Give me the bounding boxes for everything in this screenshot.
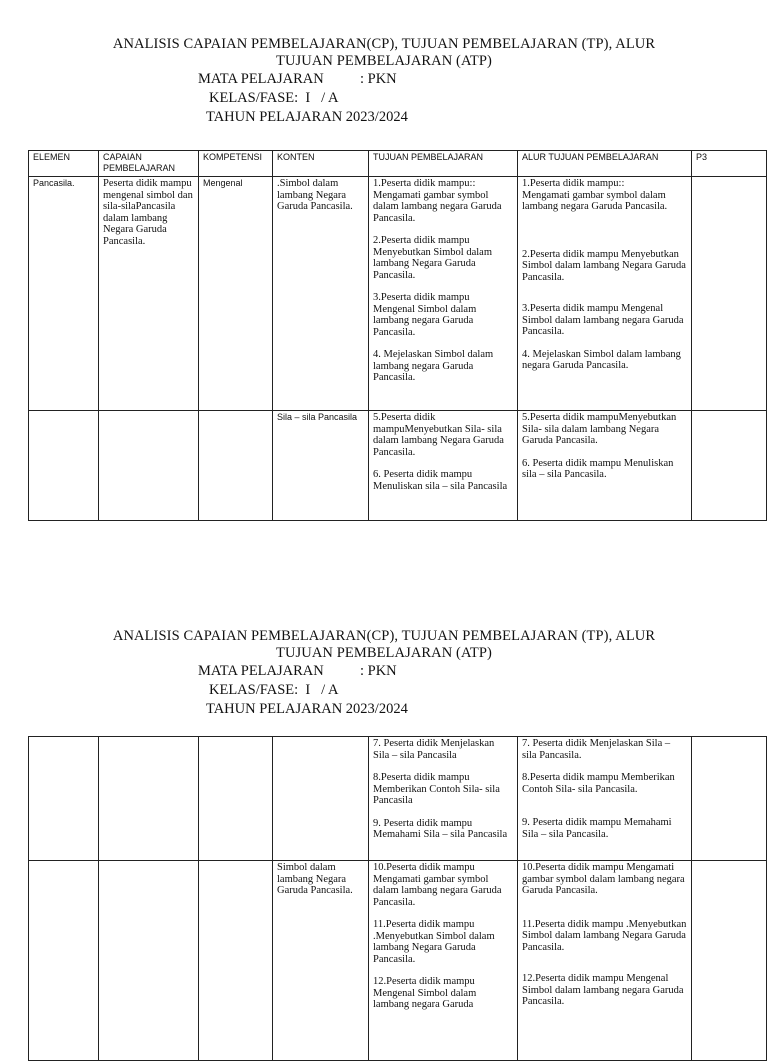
p3-cell	[692, 177, 767, 411]
alur-item: 7. Peserta didik Menjelaskan Sila – sila Pancasila.	[522, 738, 671, 761]
header-cell-tujuan: TUJUAN PEMBELAJARAN	[369, 151, 518, 177]
table-row	[29, 177, 767, 411]
class-phase-line: KELAS/FASE: I / A	[209, 682, 339, 698]
alur-cell	[518, 411, 692, 521]
tujuan-item: 10.Peserta didik mampu Mengamati gambar symbol dalam lambang negara Garuda Pancasila.	[373, 862, 502, 908]
alur-item: 10.Peserta didik mampu Mengamati gambar symbol dalam lambang negara Garuda Pancasila.	[522, 862, 685, 896]
elemen-cell: Pancasila.	[29, 177, 99, 411]
konten-cell: Sila – sila Pancasila	[273, 411, 369, 521]
capaian-cell	[99, 737, 199, 861]
class-phase-line: KELAS/FASE: I / A	[209, 90, 339, 106]
alur-item: 4. Mejelaskan Simbol dalam lambang negara Garuda Pancasila.	[522, 348, 681, 371]
tujuan-item: 1.Peserta didik mampu:: Mengamati gambar symbol dalam lambang negara Garuda Pancasila.	[373, 178, 502, 224]
tujuan-cell	[369, 737, 518, 861]
tujuan-item: 2.Peserta didik mampu Menyebutkan Simbol dalam lambang Negara Garuda Pancasila.	[373, 235, 492, 281]
alur-item: 12.Peserta didik mampu Mengenal Simbol dalam lambang negara Garuda Pancasila.	[522, 973, 684, 1007]
table-row	[29, 861, 767, 1061]
header-cell-p3: P3	[692, 151, 767, 177]
p3-cell	[692, 737, 767, 861]
tujuan-cell	[369, 411, 518, 521]
alur-item: 5.Peserta didik mampuMenyebutkan Sila- sila dalam lambang Negara Garuda Pancasila.	[522, 412, 677, 446]
elemen-cell	[29, 737, 99, 861]
alur-item: 1.Peserta didik mampu:: Mengamati gambar symbol dalam lambang negara Garuda Pancasila.	[522, 178, 668, 212]
capaian-cell	[99, 411, 199, 521]
header-cell-capaian: CAPAIAN PEMBELAJARAN	[99, 151, 199, 177]
document-title-line-2: TUJUAN PEMBELAJARAN (ATP)	[276, 52, 492, 69]
alur-item: 8.Peserta didik mampu Memberikan Contoh Sila- sila Pancasila.	[522, 772, 675, 795]
kompetensi-cell	[199, 861, 273, 1061]
alur-item: 6. Peserta didik mampu Menuliskan sila – sila Pancasila.	[522, 457, 674, 480]
alur-cell	[518, 737, 692, 861]
academic-year-line: TAHUN PELAJARAN 2023/2024	[206, 701, 408, 717]
document-header	[0, 628, 768, 728]
document-title-line-1: ANALISIS CAPAIAN PEMBELAJARAN(CP), TUJUAN PEMBELAJARAN (TP), ALUR	[112, 628, 656, 644]
table-header-row	[29, 151, 767, 177]
tujuan-item: 9. Peserta didik mampu Memahami Sila – sila Pancasila	[373, 817, 508, 840]
atp-table-continued	[28, 736, 767, 1061]
alur-item: 9. Peserta didik mampu Memahami Sila – sila Pancasila.	[522, 817, 672, 840]
document-page-2	[0, 628, 768, 1010]
alur-item: 3.Peserta didik mampu Mengenal Simbol dalam lambang negara Garuda Pancasila.	[522, 303, 684, 337]
capaian-cell	[99, 861, 199, 1061]
document-page-1	[0, 36, 768, 492]
tujuan-item: 8.Peserta didik mampu Memberikan Contoh Sila- sila Pancasila	[373, 772, 500, 806]
header-cell-kompetensi: KOMPETENSI	[199, 151, 273, 177]
kompetensi-cell: Mengenal	[199, 177, 273, 411]
tujuan-item: 5.Peserta didik mampuMenyebutkan Sila- sila dalam lambang Negara Garuda Pancasila.	[373, 412, 504, 458]
konten-cell: Simbol dalam lambang Negara Garuda Pancasila.	[273, 861, 369, 1061]
header-cell-konten: KONTEN	[273, 151, 369, 177]
p3-cell	[692, 861, 767, 1061]
elemen-cell	[29, 411, 99, 521]
atp-table	[28, 150, 767, 521]
document-title-line-1: ANALISIS CAPAIAN PEMBELAJARAN(CP), TUJUAN PEMBELAJARAN (TP), ALUR	[112, 36, 656, 52]
tujuan-cell	[369, 861, 518, 1061]
konten-cell: .Simbol dalam lambang Negara Garuda Pancasila.	[273, 177, 369, 411]
tujuan-item: 4. Mejelaskan Simbol dalam lambang negara Garuda Pancasila.	[373, 349, 494, 383]
header-cell-elemen: ELEMEN	[29, 151, 99, 177]
kompetensi-cell	[199, 411, 273, 521]
alur-item: 2.Peserta didik mampu Menyebutkan Simbol dalam lambang Negara Garuda Pancasila.	[522, 248, 686, 283]
academic-year-line: TAHUN PELAJARAN 2023/2024	[206, 109, 408, 125]
tujuan-cell	[369, 177, 518, 411]
document-header	[0, 36, 768, 136]
document-title-line-2: TUJUAN PEMBELAJARAN (ATP)	[276, 644, 492, 661]
tujuan-item: 12.Peserta didik mampu Mengenal Simbol dalam lambang negara Garuda	[373, 976, 477, 1010]
elemen-cell	[29, 861, 99, 1061]
subject-line: MATA PELAJARAN : PKN	[198, 71, 397, 87]
table-row	[29, 411, 767, 521]
kompetensi-cell	[199, 737, 273, 861]
subject-line: MATA PELAJARAN : PKN	[198, 663, 397, 679]
konten-cell	[273, 737, 369, 861]
tujuan-item: 6. Peserta didik mampu Menuliskan sila – sila Pancasila	[373, 469, 508, 492]
alur-item: 11.Peserta didik mampu .Menyebutkan Simbol dalam lambang Negara Garuda Pancasila.	[522, 918, 687, 953]
p3-cell	[692, 411, 767, 521]
table-row	[29, 737, 767, 861]
tujuan-item: 11.Peserta didik mampu .Menyebutkan Simbol dalam lambang Negara Garuda Pancasila.	[373, 919, 495, 965]
alur-cell	[518, 177, 692, 411]
capaian-cell: Peserta didik mampu mengenal simbol dan sila-silaPancasila dalam lambang Negara Garuda Pancasila.	[99, 177, 199, 411]
header-cell-alur: ALUR TUJUAN PEMBELAJARAN	[518, 151, 692, 177]
tujuan-item: 7. Peserta didik Menjelaskan Sila – sila Pancasila	[373, 738, 495, 761]
alur-cell	[518, 861, 692, 1061]
tujuan-item: 3.Peserta didik mampu Mengenal Simbol dalam lambang negara Garuda Pancasila.	[373, 292, 477, 338]
